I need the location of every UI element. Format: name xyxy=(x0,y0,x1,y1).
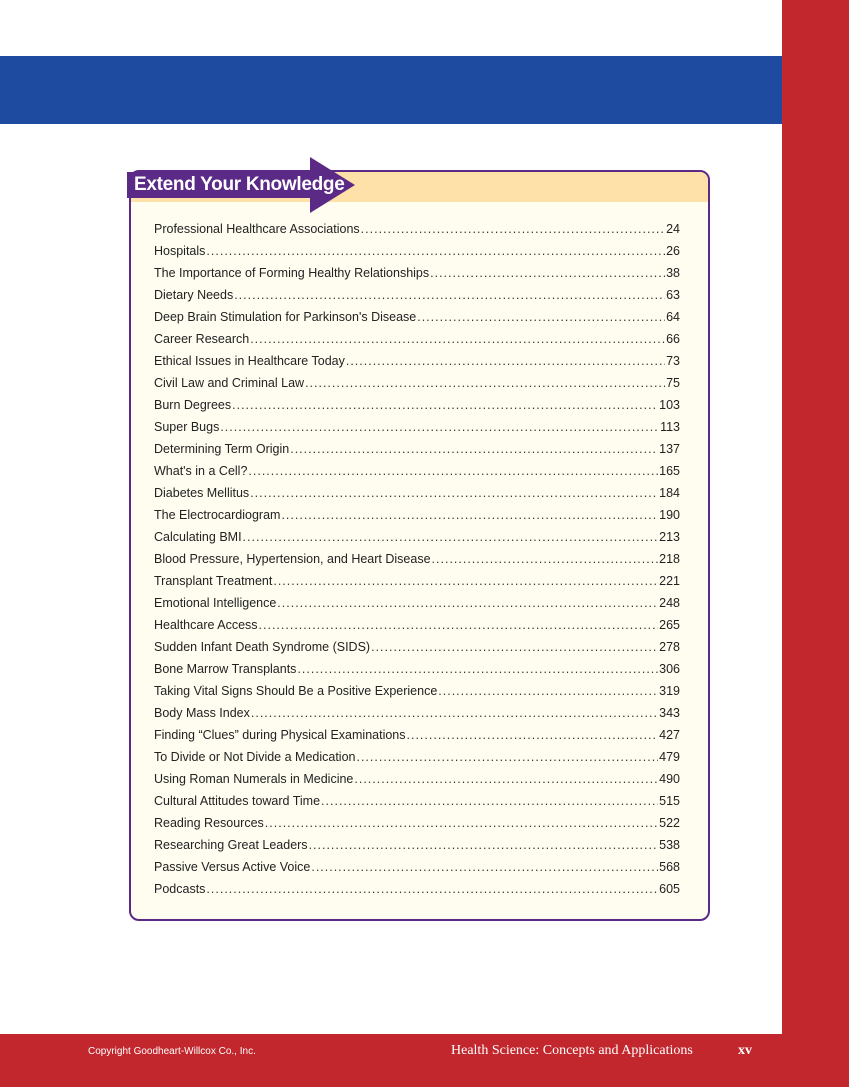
toc-entry-title: Calculating BMI xyxy=(154,530,242,544)
toc-leader-dots xyxy=(361,218,665,240)
toc-entry[interactable] xyxy=(154,614,680,636)
toc-entry-title: Diabetes Mellitus xyxy=(154,486,250,500)
toc-entry[interactable] xyxy=(154,218,680,240)
toc-entry-page: 221 xyxy=(659,574,680,588)
toc-entry[interactable] xyxy=(154,306,680,328)
toc-leader-dots xyxy=(206,878,658,900)
toc-entry[interactable] xyxy=(154,350,680,372)
toc-leader-dots xyxy=(281,504,658,526)
toc-entry-page: 343 xyxy=(659,706,680,720)
toc-entry-title: Researching Great Leaders xyxy=(154,838,308,852)
toc-entry-page: 218 xyxy=(659,552,680,566)
toc-entry-title: Healthcare Access xyxy=(154,618,258,632)
toc-entry-title: Emotional Intelligence xyxy=(154,596,277,610)
toc-leader-dots xyxy=(438,680,658,702)
toc-entry-page: 522 xyxy=(659,816,680,830)
toc-entry-title: Deep Brain Stimulation for Parkinson's Disease xyxy=(154,310,417,324)
toc-leader-dots xyxy=(232,394,658,416)
toc-leader-dots xyxy=(290,438,658,460)
toc-entry-page: 66 xyxy=(666,332,680,346)
toc-leader-dots xyxy=(297,658,658,680)
toc-entry[interactable] xyxy=(154,570,680,592)
toc-leader-dots xyxy=(265,812,658,834)
toc-leader-dots xyxy=(251,702,658,724)
toc-leader-dots xyxy=(356,746,658,768)
toc-entry[interactable] xyxy=(154,768,680,790)
toc-entry-page: 265 xyxy=(659,618,680,632)
toc-leader-dots xyxy=(220,416,659,438)
toc-entry-title: Professional Healthcare Associations xyxy=(154,222,360,236)
toc-leader-dots xyxy=(234,284,665,306)
toc-entry-page: 113 xyxy=(660,420,680,434)
book-title: Health Science: Concepts and Applications xyxy=(451,1043,693,1058)
toc-entry[interactable] xyxy=(154,592,680,614)
toc-entry-title: Sudden Infant Death Syndrome (SIDS) xyxy=(154,640,371,654)
toc-entry-title: Hospitals xyxy=(154,244,206,258)
toc-entry[interactable] xyxy=(154,746,680,768)
toc-leader-dots xyxy=(259,614,659,636)
toc-entry-page: 137 xyxy=(659,442,680,456)
toc-entry-page: 165 xyxy=(659,464,680,478)
toc-entry[interactable] xyxy=(154,328,680,350)
toc-entry-title: Burn Degrees xyxy=(154,398,232,412)
toc-leader-dots xyxy=(432,548,659,570)
box-title: Extend Your Knowledge xyxy=(134,174,345,195)
toc-leader-dots xyxy=(430,262,665,284)
toc-entry-title: What's in a Cell? xyxy=(154,464,248,478)
toc-entry-page: 24 xyxy=(666,222,680,236)
toc-entry[interactable] xyxy=(154,504,680,526)
toc-entry-title: Determining Term Origin xyxy=(154,442,290,456)
toc-entry-title: Blood Pressure, Hypertension, and Heart Disease xyxy=(154,552,431,566)
toc-entry-page: 75 xyxy=(666,376,680,390)
toc-entry[interactable] xyxy=(154,658,680,680)
toc-entry-page: 479 xyxy=(659,750,680,764)
toc-leader-dots xyxy=(277,592,658,614)
toc-entry-title: Reading Resources xyxy=(154,816,264,830)
toc-entry[interactable] xyxy=(154,790,680,812)
toc-entry[interactable] xyxy=(154,416,680,438)
header-band xyxy=(0,56,782,124)
toc-entry-page: 184 xyxy=(659,486,680,500)
toc-entry[interactable] xyxy=(154,636,680,658)
toc-entry-title: Super Bugs xyxy=(154,420,220,434)
toc-entry-page: 605 xyxy=(659,882,680,896)
right-edge-bar xyxy=(782,0,849,1087)
toc-entry-page: 538 xyxy=(659,838,680,852)
toc-entry-title: Passive Versus Active Voice xyxy=(154,860,311,874)
toc-entry-title: Finding “Clues” during Physical Examinations xyxy=(154,728,406,742)
page-number: xv xyxy=(738,1043,752,1058)
toc-entry[interactable] xyxy=(154,262,680,284)
toc-leader-dots xyxy=(321,790,658,812)
toc-entry[interactable] xyxy=(154,460,680,482)
toc-entry-title: Taking Vital Signs Should Be a Positive Experience xyxy=(154,684,438,698)
toc-entry-page: 213 xyxy=(659,530,680,544)
toc-entry-page: 306 xyxy=(659,662,680,676)
toc-entry-page: 319 xyxy=(659,684,680,698)
toc-entry-page: 515 xyxy=(659,794,680,808)
toc-entry[interactable] xyxy=(154,812,680,834)
toc-entry-page: 103 xyxy=(659,398,680,412)
toc-entry-title: The Electrocardiogram xyxy=(154,508,281,522)
toc-entry-page: 73 xyxy=(666,354,680,368)
toc-entry-page: 64 xyxy=(666,310,680,324)
toc-entry-title: Body Mass Index xyxy=(154,706,250,720)
toc-leader-dots xyxy=(407,724,659,746)
toc-entry-page: 26 xyxy=(666,244,680,258)
toc-leader-dots xyxy=(273,570,658,592)
toc-entry-page: 248 xyxy=(659,596,680,610)
toc-leader-dots xyxy=(305,372,665,394)
toc-leader-dots xyxy=(206,240,665,262)
toc-leader-dots xyxy=(371,636,658,658)
toc-entry-page: 278 xyxy=(659,640,680,654)
toc-entry[interactable] xyxy=(154,438,680,460)
toc-entry-title: Career Research xyxy=(154,332,250,346)
toc-leader-dots xyxy=(311,856,658,878)
toc-leader-dots xyxy=(354,768,658,790)
toc-entry-title: Dietary Needs xyxy=(154,288,234,302)
toc-list xyxy=(154,218,680,900)
toc-entry-title: Ethical Issues in Healthcare Today xyxy=(154,354,345,368)
toc-entry-title: Cultural Attitudes toward Time xyxy=(154,794,321,808)
toc-entry[interactable] xyxy=(154,548,680,570)
toc-entry-page: 38 xyxy=(666,266,680,280)
toc-entry-page: 427 xyxy=(659,728,680,742)
toc-entry[interactable] xyxy=(154,372,680,394)
toc-entry-title: Podcasts xyxy=(154,882,206,896)
toc-leader-dots xyxy=(346,350,665,372)
toc-entry-page: 63 xyxy=(666,288,680,302)
footer-bar xyxy=(0,1034,849,1087)
toc-entry[interactable] xyxy=(154,856,680,878)
toc-entry[interactable] xyxy=(154,240,680,262)
toc-entry-title: Bone Marrow Transplants xyxy=(154,662,297,676)
toc-entry[interactable] xyxy=(154,284,680,306)
toc-entry[interactable] xyxy=(154,394,680,416)
toc-entry[interactable] xyxy=(154,702,680,724)
toc-entry-title: Transplant Treatment xyxy=(154,574,273,588)
toc-entry-page: 190 xyxy=(659,508,680,522)
toc-entry-title: To Divide or Not Divide a Medication xyxy=(154,750,356,764)
toc-entry-page: 568 xyxy=(659,860,680,874)
page-corner xyxy=(752,1004,782,1034)
toc-entry[interactable] xyxy=(154,482,680,504)
toc-leader-dots xyxy=(248,460,658,482)
toc-leader-dots xyxy=(250,482,658,504)
toc-entry[interactable] xyxy=(154,526,680,548)
toc-leader-dots xyxy=(309,834,659,856)
toc-entry-title: Civil Law and Criminal Law xyxy=(154,376,305,390)
toc-leader-dots xyxy=(243,526,659,548)
toc-leader-dots xyxy=(417,306,665,328)
toc-entry-title: Using Roman Numerals in Medicine xyxy=(154,772,354,786)
toc-entry[interactable] xyxy=(154,834,680,856)
copyright-text: Copyright Goodheart-Willcox Co., Inc. xyxy=(88,1046,256,1057)
toc-entry[interactable] xyxy=(154,878,680,900)
toc-entry[interactable] xyxy=(154,724,680,746)
toc-entry-page: 490 xyxy=(659,772,680,786)
toc-leader-dots xyxy=(250,328,665,350)
toc-entry-title: The Importance of Forming Healthy Relationships xyxy=(154,266,430,280)
toc-entry[interactable] xyxy=(154,680,680,702)
